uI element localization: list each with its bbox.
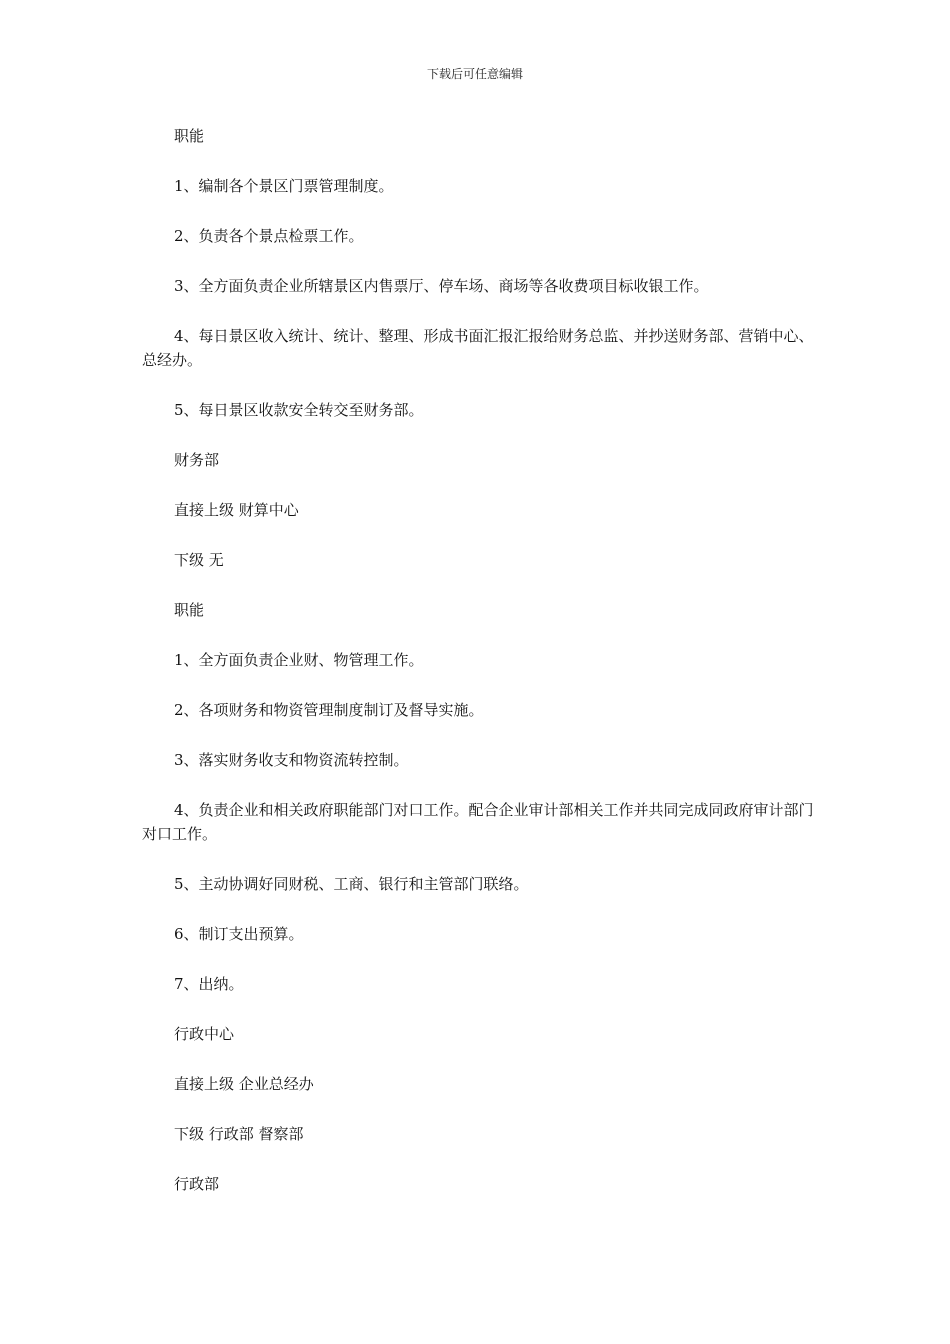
list-item: 1、编制各个景区门票管理制度。 <box>174 177 394 195</box>
direct-superior-line: 直接上级 财算中心 <box>174 501 299 519</box>
list-item: 5、每日景区收款安全转交至财务部。 <box>174 401 424 419</box>
list-item: 2、各项财务和物资管理制度制订及督导实施。 <box>174 701 484 719</box>
list-item: 4、负责企业和相关政府职能部门对口工作。配合企业审计部相关工作并共同完成同政府审计部门对口工作。 <box>142 801 814 843</box>
list-item: 7、出纳。 <box>174 975 244 993</box>
document-body <box>142 124 814 1222</box>
subordinate-line: 下级 无 <box>174 551 224 569</box>
section-heading-functions: 职能 <box>174 601 205 619</box>
list-item: 6、制订支出预算。 <box>174 925 304 943</box>
section-heading-finance-dept: 财务部 <box>174 451 220 469</box>
direct-superior-line: 直接上级 企业总经办 <box>174 1075 314 1093</box>
page-header-note: 下载后可任意编辑 <box>426 67 523 81</box>
list-item: 2、负责各个景点检票工作。 <box>174 227 364 245</box>
section-heading-admin-dept: 行政部 <box>174 1175 220 1193</box>
list-item: 5、主动协调好同财税、工商、银行和主管部门联络。 <box>174 875 529 893</box>
list-item: 1、全方面负责企业财、物管理工作。 <box>174 651 424 669</box>
section-heading-functions: 职能 <box>174 127 205 145</box>
list-item: 4、每日景区收入统计、统计、整理、形成书面汇报汇报给财务总监、并抄送财务部、营销中心、总经办。 <box>142 327 814 369</box>
list-item: 3、全方面负责企业所辖景区内售票厅、停车场、商场等各收费项目标收银工作。 <box>174 277 709 295</box>
section-heading-admin-center: 行政中心 <box>174 1025 235 1043</box>
list-item: 3、落实财务收支和物资流转控制。 <box>174 751 409 769</box>
subordinate-line: 下级 行政部 督察部 <box>174 1125 304 1143</box>
